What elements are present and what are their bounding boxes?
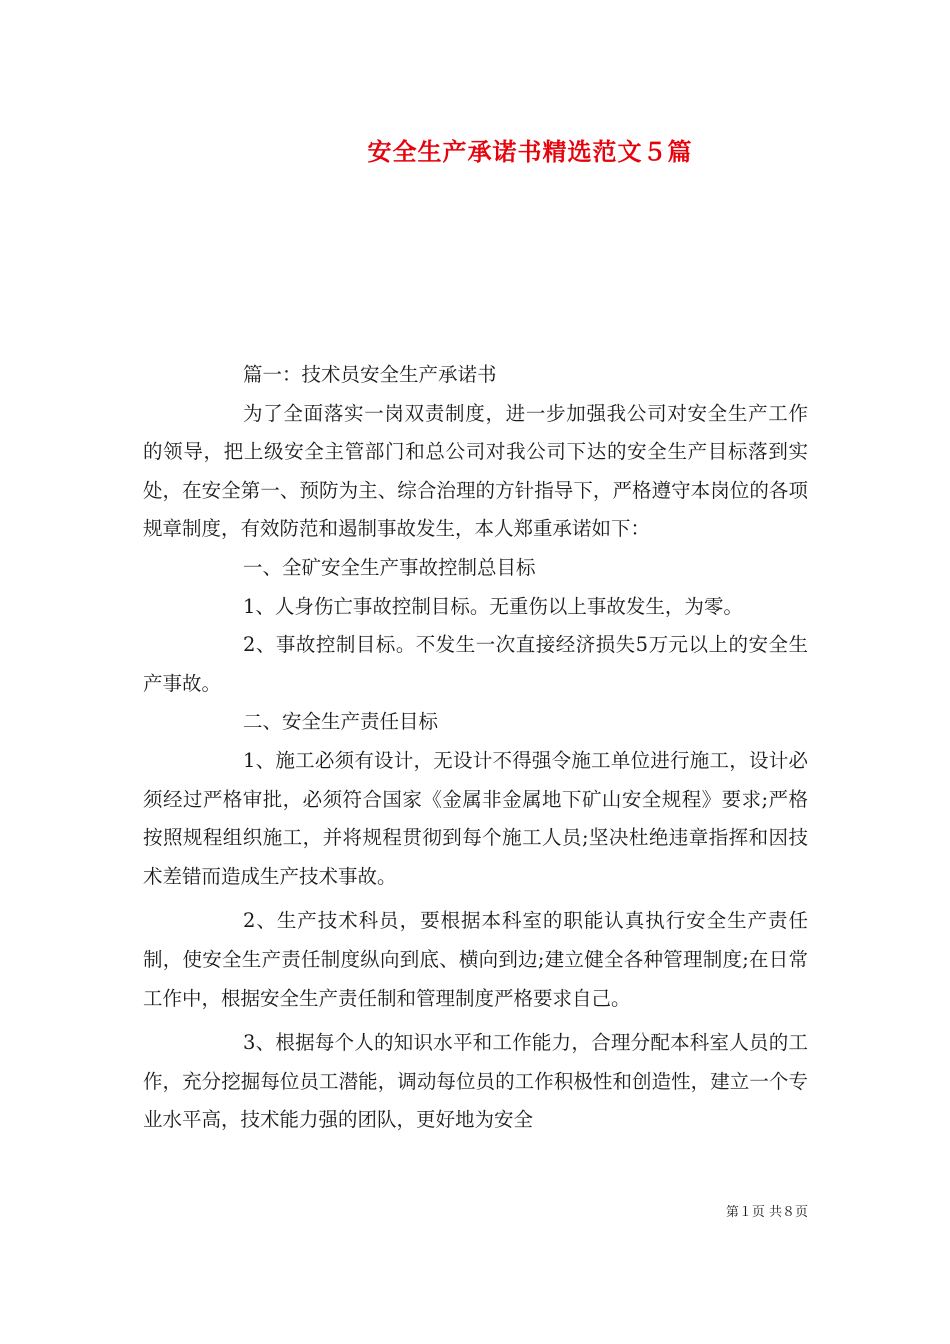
document-body — [143, 356, 808, 1140]
page-number: 第１页 共８页 — [725, 1205, 808, 1220]
section-heading: 一、全矿安全生产事故控制总目标 — [243, 555, 536, 579]
document-title: 安全生产承诺书精选范文５篇 — [367, 137, 693, 166]
body-paragraph: 1、施工必须有设计，无设计不得强令施工单位进行施工，设计必须经过严格审批，必须符合国家《金属非金属地下矿山安全规程》要求;严格按照规程组织施工，并将规程贯彻到每个施工人员;坚决杜绝违章指挥和因技术差错而造成生产技术事故。 — [143, 748, 808, 888]
section-heading: 篇一：技术员安全生产承诺书 — [243, 363, 497, 386]
body-paragraph: 2、生产技术科员，要根据本科室的职能认真执行安全生产责任制，使安全生产责任制度纵向到底、横向到边;建立健全各种管理制度;在日常工作中，根据安全生产责任制和管理制度严格要求自己。 — [143, 909, 808, 1010]
body-paragraph: 为了全面落实一岗双责制度，进一步加强我公司对安全生产工作的领导，把上级安全主管部门和总公司对我公司下达的安全生产目标落到实处，在安全第一、预防为主、综合治理的方针指导下，严格遵守本岗位的各项规章制度，有效防范和遏制事故发生，本人郑重承诺如下： — [143, 401, 808, 541]
body-paragraph: 2、事故控制目标。不发生一次直接经济损失5万元以上的安全生产事故。 — [143, 633, 808, 695]
body-paragraph: 1、人身伤亡事故控制目标。无重伤以上事故发生，为零。 — [243, 594, 743, 618]
body-paragraph: 3、根据每个人的知识水平和工作能力，合理分配本科室人员的工作，充分挖掘每位员工潜能，调动每位员的工作积极性和创造性，建立一个专业水平高，技术能力强的团队，更好地为安全 — [143, 1031, 808, 1132]
section-heading: 二、安全生产责任目标 — [243, 710, 439, 734]
